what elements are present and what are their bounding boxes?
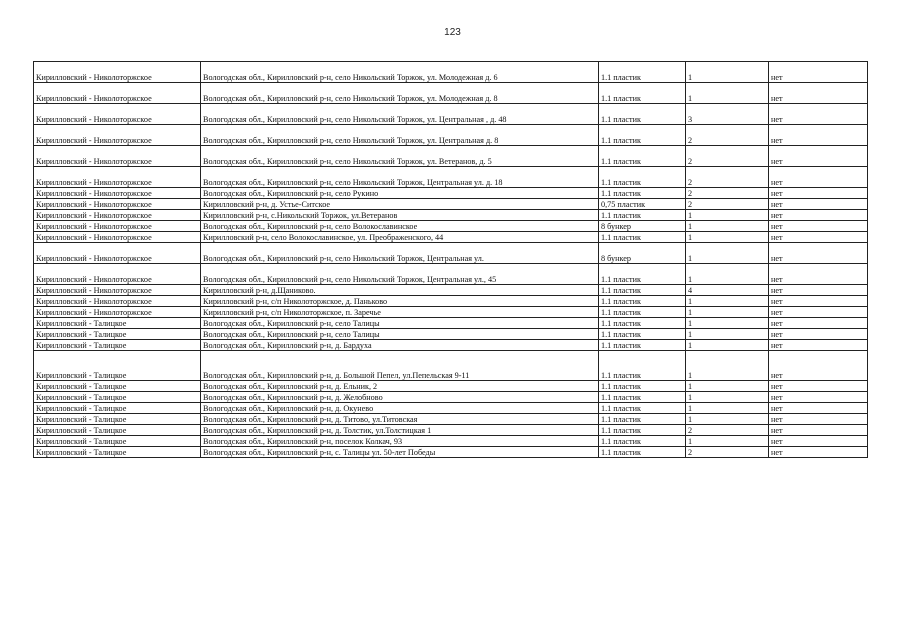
container-count-cell: 2 [686,199,769,210]
container-type-cell: 1.1 пластик [599,210,686,221]
address-cell: Вологодская обл., Кирилловский р-н, д. Окунево [201,403,599,414]
address-cell: Кирилловский р-н, д.Щаниково. [201,285,599,296]
container-count-cell: 1 [686,392,769,403]
address-cell: Вологодская обл., Кирилловский р-н, д. Большой Пепел, ул.Пепельская 9-11 [201,351,599,381]
table-row [34,62,868,83]
address-cell: Кирилловский р-н, с/п Николоторжское, д. Паньково [201,296,599,307]
container-count-cell: 1 [686,83,769,104]
settlement-cell: Кирилловский - Николоторжское [34,221,201,232]
address-cell: Вологодская обл., Кирилловский р-н, село Никольский Торжок, Центральная ул. [201,243,599,264]
address-cell: Вологодская обл., Кирилловский р-н, село Никольский Торжок, Центральная ул. д. 18 [201,167,599,188]
container-count-cell: 1 [686,264,769,285]
flag-cell: нет [769,381,868,392]
flag-cell: нет [769,104,868,125]
container-count-cell: 2 [686,188,769,199]
table-row [34,340,868,351]
page-number: 123 [444,27,461,38]
table-row [34,146,868,167]
flag-cell: нет [769,351,868,381]
flag-cell: нет [769,340,868,351]
container-count-cell: 2 [686,146,769,167]
address-cell: Кирилловский р-н, д. Устье-Ситское [201,199,599,210]
address-cell: Вологодская обл., Кирилловский р-н, село Никольский Торжок, ул. Центральная , д. 48 [201,104,599,125]
address-cell: Кирилловский р-н, с/п Николоторжское, п. Заречье [201,307,599,318]
address-cell: Вологодская обл., Кирилловский р-н, село Талицы [201,329,599,340]
flag-cell: нет [769,296,868,307]
flag-cell: нет [769,318,868,329]
settlement-cell: Кирилловский - Николоторжское [34,264,201,285]
address-cell: Кирилловский р-н, село Волокославинское, ул. Преображенского, 44 [201,232,599,243]
address-cell: Вологодская обл., Кирилловский р-н, поселок Колкач, 93 [201,436,599,447]
table-row [34,221,868,232]
container-count-cell: 2 [686,447,769,458]
container-type-cell: 1.1 пластик [599,447,686,458]
table-row [34,351,868,381]
table-row [34,264,868,285]
table-body [34,62,868,458]
container-sites-table [33,61,868,458]
table-row [34,125,868,146]
table-row [34,188,868,199]
flag-cell: нет [769,62,868,83]
container-count-cell: 1 [686,232,769,243]
container-count-cell: 2 [686,425,769,436]
address-cell: Вологодская обл., Кирилловский р-н, д. Желобново [201,392,599,403]
container-count-cell: 1 [686,340,769,351]
table-row [34,403,868,414]
settlement-cell: Кирилловский - Николоторжское [34,232,201,243]
address-cell: Вологодская обл., Кирилловский р-н, д. Титово, ул.Титовская [201,414,599,425]
settlement-cell: Кирилловский - Талицкое [34,392,201,403]
container-type-cell: 8 бункер [599,221,686,232]
table-row [34,329,868,340]
container-type-cell: 1.1 пластик [599,340,686,351]
container-count-cell: 1 [686,414,769,425]
table-row [34,210,868,221]
address-cell: Вологодская обл., Кирилловский р-н, село Никольский Торжок, ул. Центральная д. 8 [201,125,599,146]
settlement-cell: Кирилловский - Талицкое [34,381,201,392]
table-row [34,307,868,318]
table-row [34,318,868,329]
container-type-cell: 1.1 пластик [599,125,686,146]
container-type-cell: 1.1 пластик [599,436,686,447]
container-count-cell: 1 [686,351,769,381]
container-count-cell: 1 [686,62,769,83]
settlement-cell: Кирилловский - Николоторжское [34,296,201,307]
settlement-cell: Кирилловский - Талицкое [34,403,201,414]
address-cell: Вологодская обл., Кирилловский р-н, д. Ельник, 2 [201,381,599,392]
table-row [34,232,868,243]
address-cell: Вологодская обл., Кирилловский р-н, село Никольский Торжок, ул. Молодежная д. 8 [201,83,599,104]
container-type-cell: 0,75 пластик [599,199,686,210]
table-row [34,104,868,125]
table-row [34,436,868,447]
table-row [34,447,868,458]
flag-cell: нет [769,232,868,243]
flag-cell: нет [769,210,868,221]
container-count-cell: 1 [686,296,769,307]
address-cell: Кирилловский р-н, с.Никольский Торжок, ул.Ветеранов [201,210,599,221]
container-type-cell: 1.1 пластик [599,296,686,307]
flag-cell: нет [769,392,868,403]
flag-cell: нет [769,243,868,264]
settlement-cell: Кирилловский - Николоторжское [34,146,201,167]
settlement-cell: Кирилловский - Николоторжское [34,243,201,264]
container-type-cell: 1.1 пластик [599,146,686,167]
container-count-cell: 1 [686,210,769,221]
container-type-cell: 8 бункер [599,243,686,264]
settlement-cell: Кирилловский - Талицкое [34,318,201,329]
settlement-cell: Кирилловский - Талицкое [34,329,201,340]
settlement-cell: Кирилловский - Николоторжское [34,83,201,104]
settlement-cell: Кирилловский - Николоторжское [34,199,201,210]
table-row [34,199,868,210]
address-cell: Вологодская обл., Кирилловский р-н, д. Толстик, ул.Толстицкая 1 [201,425,599,436]
container-type-cell: 1.1 пластик [599,392,686,403]
flag-cell: нет [769,167,868,188]
container-count-cell: 1 [686,403,769,414]
settlement-cell: Кирилловский - Николоторжское [34,210,201,221]
flag-cell: нет [769,425,868,436]
container-count-cell: 2 [686,125,769,146]
container-count-cell: 1 [686,381,769,392]
table-row [34,414,868,425]
container-type-cell: 1.1 пластик [599,307,686,318]
container-type-cell: 1.1 пластик [599,403,686,414]
settlement-cell: Кирилловский - Николоторжское [34,307,201,318]
container-type-cell: 1.1 пластик [599,414,686,425]
container-type-cell: 1.1 пластик [599,232,686,243]
container-type-cell: 1.1 пластик [599,104,686,125]
table-row [34,296,868,307]
table-row [34,425,868,436]
flag-cell: нет [769,436,868,447]
settlement-cell: Кирилловский - Николоторжское [34,188,201,199]
flag-cell: нет [769,146,868,167]
flag-cell: нет [769,83,868,104]
settlement-cell: Кирилловский - Николоторжское [34,125,201,146]
table-row [34,243,868,264]
flag-cell: нет [769,221,868,232]
settlement-cell: Кирилловский - Талицкое [34,351,201,381]
settlement-cell: Кирилловский - Николоторжское [34,104,201,125]
flag-cell: нет [769,403,868,414]
settlement-cell: Кирилловский - Талицкое [34,414,201,425]
container-type-cell: 1.1 пластик [599,318,686,329]
flag-cell: нет [769,188,868,199]
table-row [34,285,868,296]
table-row [34,392,868,403]
settlement-cell: Кирилловский - Николоторжское [34,285,201,296]
flag-cell: нет [769,447,868,458]
address-cell: Вологодская обл., Кирилловский р-н, село Рукино [201,188,599,199]
settlement-cell: Кирилловский - Талицкое [34,340,201,351]
settlement-cell: Кирилловский - Талицкое [34,447,201,458]
address-cell: Вологодская обл., Кирилловский р-н, село Никольский Торжок, Центральная ул., 45 [201,264,599,285]
container-type-cell: 1.1 пластик [599,83,686,104]
container-count-cell: 4 [686,285,769,296]
address-cell: Вологодская обл., Кирилловский р-н, село Талицы [201,318,599,329]
flag-cell: нет [769,307,868,318]
container-count-cell: 1 [686,329,769,340]
container-type-cell: 1.1 пластик [599,329,686,340]
container-count-cell: 3 [686,104,769,125]
settlement-cell: Кирилловский - Николоторжское [34,62,201,83]
flag-cell: нет [769,125,868,146]
container-count-cell: 1 [686,221,769,232]
flag-cell: нет [769,264,868,285]
flag-cell: нет [769,414,868,425]
container-type-cell: 1.1 пластик [599,62,686,83]
table-row [34,83,868,104]
settlement-cell: Кирилловский - Талицкое [34,436,201,447]
container-count-cell: 1 [686,243,769,264]
container-type-cell: 1.1 пластик [599,425,686,436]
container-count-cell: 1 [686,318,769,329]
container-type-cell: 1.1 пластик [599,264,686,285]
table-row [34,381,868,392]
address-cell: Вологодская обл., Кирилловский р-н, д. Бардуха [201,340,599,351]
container-type-cell: 1.1 пластик [599,167,686,188]
flag-cell: нет [769,285,868,296]
container-type-cell: 1.1 пластик [599,188,686,199]
container-type-cell: 1.1 пластик [599,351,686,381]
container-count-cell: 1 [686,307,769,318]
flag-cell: нет [769,329,868,340]
address-cell: Вологодская обл., Кирилловский р-н, село Никольский Торжок, ул. Ветеранов, д. 5 [201,146,599,167]
container-count-cell: 1 [686,436,769,447]
address-cell: Вологодская обл., Кирилловский р-н, село Волокославинское [201,221,599,232]
settlement-cell: Кирилловский - Николоторжское [34,167,201,188]
address-cell: Вологодская обл., Кирилловский р-н, село Никольский Торжок, ул. Молодежная д. 6 [201,62,599,83]
table-row [34,167,868,188]
flag-cell: нет [769,199,868,210]
container-type-cell: 1.1 пластик [599,285,686,296]
address-cell: Вологодская обл., Кирилловский р-н, с. Талицы ул. 50-лет Победы [201,447,599,458]
container-type-cell: 1.1 пластик [599,381,686,392]
container-count-cell: 2 [686,167,769,188]
settlement-cell: Кирилловский - Талицкое [34,425,201,436]
